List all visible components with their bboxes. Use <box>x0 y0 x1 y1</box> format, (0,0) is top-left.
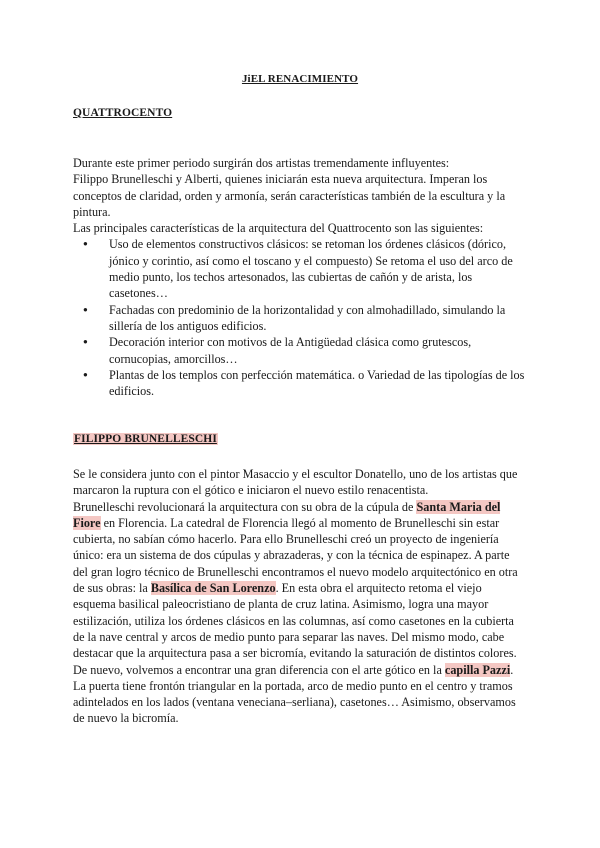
list-item: ● Uso de elementos constructivos clásicos: se retoman los órdenes clásicos (dórico, jónico y corintio, así como el toscano y el compuesto) Se retoma el uso del arco de medio punto, los techos artesonados, las cubiertas de cañón y de arista, los casetones… <box>109 236 533 301</box>
intro-line-1: Durante este primer periodo surgirán dos artistas tremendamente influyentes: <box>73 156 450 170</box>
list-item: ● Fachadas con predominio de la horizontalidad y con almohadillado, simulando la sillería de los antiguos edificios. <box>109 302 533 335</box>
list-item: ● Decoración interior con motivos de la Antigüedad clásica como grutescos, cornucopias, amorcillos… <box>109 334 533 367</box>
brunelleschi-paragraph-2 <box>73 499 525 727</box>
heading-quattrocento: QUATTROCENTO <box>73 107 173 119</box>
highlight-capilla-pazzi: capilla Pazzi <box>444 662 511 677</box>
brunelleschi-body <box>73 466 525 727</box>
intro-line-2: Filippo Brunelleschi y Alberti, quienes iniciarán esta nueva arquitectura. Imperan los conceptos de claridad, orden y armonía, serán características también de la escultura y la pintura. <box>73 172 506 219</box>
text-run: en Florencia. La catedral de Florencia llegó al momento de Brunelleschi sin estar cubierta, no sabían cómo hacerlo. Para ello Brunelleschi creó un proyecto de ingeniería único: era un sistema de dos cúpulas y abrazaderas, y con la técnica de espinapez. A parte del gran logro técnico de Brunelleschi encontramos el nuevo modelo arquitectónico en otra de sus obras: la <box>73 515 518 596</box>
text-run: . En esta obra el arquitecto retoma el viejo esquema basilical paleocristiano de planta de cruz latina. Asimismo, logra una mayor estilización, utiliza los órdenes clásicos en las columnas, así como casetones en la cubierta de la nave central y arcos de medio punto para separar las naves. Del mismo modo, cabe destacar que la arquitectura pasa a ser bicromía, evitando la saturación de distintos colores. De nuevo, volvemos a encontrar una gran diferencia con el arte gótico en la <box>73 581 517 677</box>
highlight-basilica-san-lorenzo: Basílica de San Lorenzo <box>150 581 276 596</box>
brunelleschi-paragraph-1: Se le considera junto con el pintor Masaccio y el escultor Donatello, uno de los artistas que marcaron la ruptura con el gótico e iniciaron el nuevo estilo renacentista. <box>73 467 518 498</box>
characteristics-list <box>73 236 533 399</box>
list-item: ● Plantas de los templos con perfección matemática. o Variedad de las tipologías de los edificios. <box>109 367 533 400</box>
highlight-santa-maria-del-fiore: Santa Maria del Fiore <box>73 499 501 530</box>
quattrocento-body <box>73 155 533 399</box>
text-run: Brunelleschi revolucionará la arquitectura con su obra de la cúpula de <box>73 499 417 514</box>
intro-line-3: Las principales características de la arquitectura del Quattrocento son las siguientes: <box>73 221 484 236</box>
text-run: . La puerta tiene frontón triangular en la portada, arco de medio punto en el centro y tramos adintelados en los lados (ventana veneciana–serliana), casetones… Asimismo, observamos de nuevo la bicromía. <box>73 662 516 726</box>
document-title: JiEL RENACIMIENTO <box>241 73 359 85</box>
heading-brunelleschi: FILIPPO BRUNELLESCHI <box>74 433 217 445</box>
